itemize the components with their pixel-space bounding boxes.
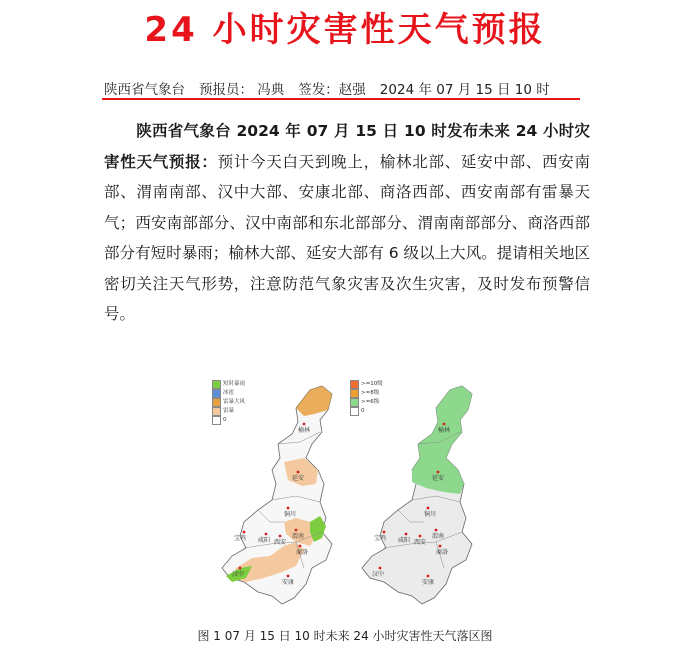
- city-label: 宝鸡: [374, 535, 387, 542]
- legend-label: 雷暴: [223, 408, 235, 414]
- forecast-body: [104, 116, 590, 330]
- city-label: 商洛: [296, 549, 309, 556]
- legend-label: 雷暴大风: [223, 399, 246, 405]
- city-label: 渭南: [292, 533, 305, 540]
- city-label: 汉中: [372, 571, 385, 578]
- legend-label: 0: [223, 417, 227, 423]
- city-label: 铜川: [424, 511, 437, 518]
- left-map-legend: [212, 380, 245, 425]
- city-label: 西安: [414, 539, 427, 546]
- forecaster: 预报员： 冯典: [199, 82, 285, 98]
- right-map-legend: [350, 380, 383, 416]
- city-label: 延安: [432, 475, 445, 482]
- legend-label: >=10级: [361, 381, 383, 387]
- city-label: 商洛: [436, 549, 449, 556]
- page-title: 24 小时灾害性天气预报: [144, 10, 546, 50]
- city-label: 安康: [282, 579, 295, 586]
- city-label: 宝鸡: [234, 535, 247, 542]
- forecast-maps: [200, 372, 500, 617]
- legend-label: >=8级: [361, 390, 380, 396]
- city-label: 渭南: [432, 533, 445, 540]
- city-label: 安康: [422, 579, 435, 586]
- city-label: 榆林: [438, 427, 451, 434]
- legend-label: 0: [361, 408, 365, 414]
- city-label: 咸阳: [398, 537, 411, 544]
- city-label: 汉中: [232, 571, 245, 578]
- forecast-lead: 陕西省气象台 2024 年 07 月 15 日 10 时发布未来 24 小时灾害性天气预报：: [104, 122, 590, 171]
- header-divider: [102, 98, 580, 100]
- office-name: 陕西省气象台: [104, 82, 185, 98]
- right-map: [362, 386, 472, 604]
- city-label: 榆林: [298, 427, 311, 434]
- legend-label: 冰雹: [223, 390, 235, 396]
- document-meta: [104, 78, 564, 98]
- signer: 签发：赵强: [298, 82, 366, 98]
- legend-label: 短时暴雨: [223, 381, 246, 387]
- legend-label: >=6级: [361, 399, 380, 405]
- city-label: 西安: [274, 539, 287, 546]
- issue-datetime: 2024 年 07 月 15 日 10 时: [379, 82, 550, 98]
- figure-caption: 图 1 07 月 15 日 10 时未来 24 小时灾害性天气落区图: [197, 629, 493, 643]
- city-label: 延安: [292, 475, 305, 482]
- city-label: 咸阳: [258, 537, 271, 544]
- city-label: 铜川: [284, 511, 297, 518]
- forecast-text: 预计今天白天到晚上，榆林北部、延安中部、西安南部、渭南南部、汉中大部、安康北部、商洛西部、西安南部有雷暴天气；西安南部部分、汉中南部和东北部部分、渭南南部部分、商洛西部部分有短时暴雨；榆林大部、延安大部有 6 级以上大风。提请相关地区密切关注天气形势，注意防范气象灾害及次生灾害，及时发布预警信号。: [104, 152, 590, 323]
